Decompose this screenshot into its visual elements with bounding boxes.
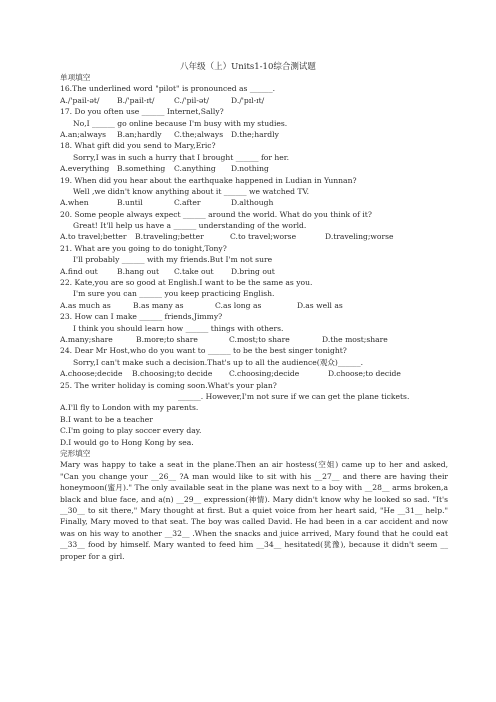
option: B.until — [117, 198, 143, 208]
answer-line-17: No,I ______ go online because I'm busy with my studies. — [73, 118, 288, 128]
options-20 — [60, 231, 448, 242]
option: A.I'll fly to London with my parents. — [60, 403, 199, 413]
option: A.choose;decide — [60, 369, 123, 379]
option: D.I would go to Hong Kong by sea. — [60, 437, 194, 447]
options-24 — [60, 368, 448, 379]
option: A.many;share — [60, 334, 113, 344]
option: D.bring out — [231, 266, 275, 276]
option: C.choosing;decide — [229, 369, 300, 379]
option: A./'pail-ət/ — [60, 95, 100, 105]
question-20: 20. Some people always expect ______ around the world. What do you think of it? — [60, 209, 372, 219]
options-16 — [60, 95, 448, 106]
cloze-passage: Mary was happy to take a seat in the plane.Then an air hostess(空姐) came up to her and asked, "Can you change your __26__ ?A man would like to sit with his __27__ and there are having their honeymoon(蜜月)." The only available seat in the plane was next to a boy with __28__ arms broken,a black and blue face, and a(n) __29__ expression(神情). Mary didn't know why he looked so sad. "It's __30__ to sit there," Mary thought at first. But a quiet voice from her heart said, "He __31__ help." Finally, Mary moved to that seat. The boy was called David. He had been in a car accident and now was on his way to another __32__ .When the snacks and juice arrived, Mary found that he could eat __33__ food by himself. Mary wanted to feed him __34__ hesitated(犹豫), because it didn't seem __ proper for a girl. — [60, 460, 448, 561]
option: D.choose;to decide — [328, 369, 401, 379]
question-23: 23. How can I make ______ friends,Jimmy? — [60, 312, 223, 322]
answer-line-23: I think you should learn how ______ things with others. — [73, 323, 284, 333]
option: C.as long as — [215, 300, 262, 310]
option: C.most;to share — [229, 334, 290, 344]
option: B.choosing;to decide — [132, 369, 213, 379]
option: B.more;to share — [136, 334, 198, 344]
answer-line-24: Sorry,I can't make such a decision.That's up to all the audience(观众)______. — [73, 357, 364, 367]
option: C./'pil-ət/ — [174, 95, 209, 105]
option: B.as many as — [133, 300, 184, 310]
option: D.as well as — [297, 300, 343, 310]
option: A.when — [60, 198, 89, 208]
option: D.the;hardly — [231, 129, 279, 139]
question-17: 17. Do you often use ______ Internet,Sally? — [60, 107, 224, 117]
options-18 — [60, 163, 448, 174]
options-19 — [60, 197, 448, 208]
option: C.after — [174, 198, 201, 208]
option: D.the most;share — [322, 334, 388, 344]
option: A.an;always — [60, 129, 107, 139]
option: D./'pɪl-ɪt/ — [231, 95, 265, 105]
option: A.find out — [60, 266, 98, 276]
answer-line-25: ______. However,I'm not sure if we can get the plane tickets. — [178, 391, 410, 401]
option: D.although — [231, 198, 274, 208]
option: D.traveling;worse — [325, 232, 394, 242]
option: B.traveling;better — [135, 232, 204, 242]
option: B.an;hardly — [117, 129, 162, 139]
option: B.something — [117, 164, 166, 174]
question-16: 16.The underlined word "pilot" is pronounced as ______. — [60, 84, 276, 94]
option: B.hang out — [117, 266, 160, 276]
option: C.anything — [174, 164, 216, 174]
option: C.the;always — [174, 129, 224, 139]
section-heading: 完形填空 — [60, 448, 91, 458]
option: A.to travel;better — [60, 232, 127, 242]
options-23 — [60, 334, 448, 345]
answer-line-19: Well ,we didn't know anything about it ______ we watched TV. — [73, 186, 310, 196]
question-18: 18. What gift did you send to Mary,Eric? — [60, 141, 216, 151]
answer-line-18: Sorry,I was in such a hurry that I brought ______ for her. — [73, 152, 289, 162]
option: A.everything — [60, 164, 110, 174]
page-title: 八年级（上）Units1-10综合测试题 — [180, 62, 316, 72]
question-24: 24. Dear Mr Host,who do you want to ______ to be the best singer tonight? — [60, 346, 347, 356]
option: C.I'm going to play soccer every day. — [60, 426, 202, 436]
section-heading: 单项填空 — [60, 73, 91, 82]
answer-line-21: I'll probably ______ with my friends.But I'm not sure — [73, 255, 273, 265]
options-22 — [60, 300, 448, 311]
question-21: 21. What are you going to do tonight,Tony? — [60, 243, 227, 253]
option: C.take out — [174, 266, 214, 276]
option: B./'pail-ɪt/ — [117, 95, 155, 105]
document-body — [60, 72, 448, 562]
option: C.to travel;worse — [230, 232, 297, 242]
answer-line-22: I'm sure you can ______ you keep practicing English. — [73, 289, 275, 299]
options-17 — [60, 129, 448, 140]
answer-line-20: Great! It'll help us have a ______ understanding of the world. — [73, 221, 307, 231]
option: D.nothing — [231, 164, 269, 174]
option: B.I want to be a teacher — [60, 414, 153, 424]
option: A.as much as — [60, 300, 111, 310]
question-25: 25. The writer holiday is coming soon.What's your plan? — [60, 380, 277, 390]
question-19: 19. When did you hear about the earthquake happened in Ludian in Yunnan? — [60, 175, 357, 185]
options-21 — [60, 266, 448, 277]
question-22: 22. Kate,you are so good at English.I want to be the same as you. — [60, 278, 313, 288]
